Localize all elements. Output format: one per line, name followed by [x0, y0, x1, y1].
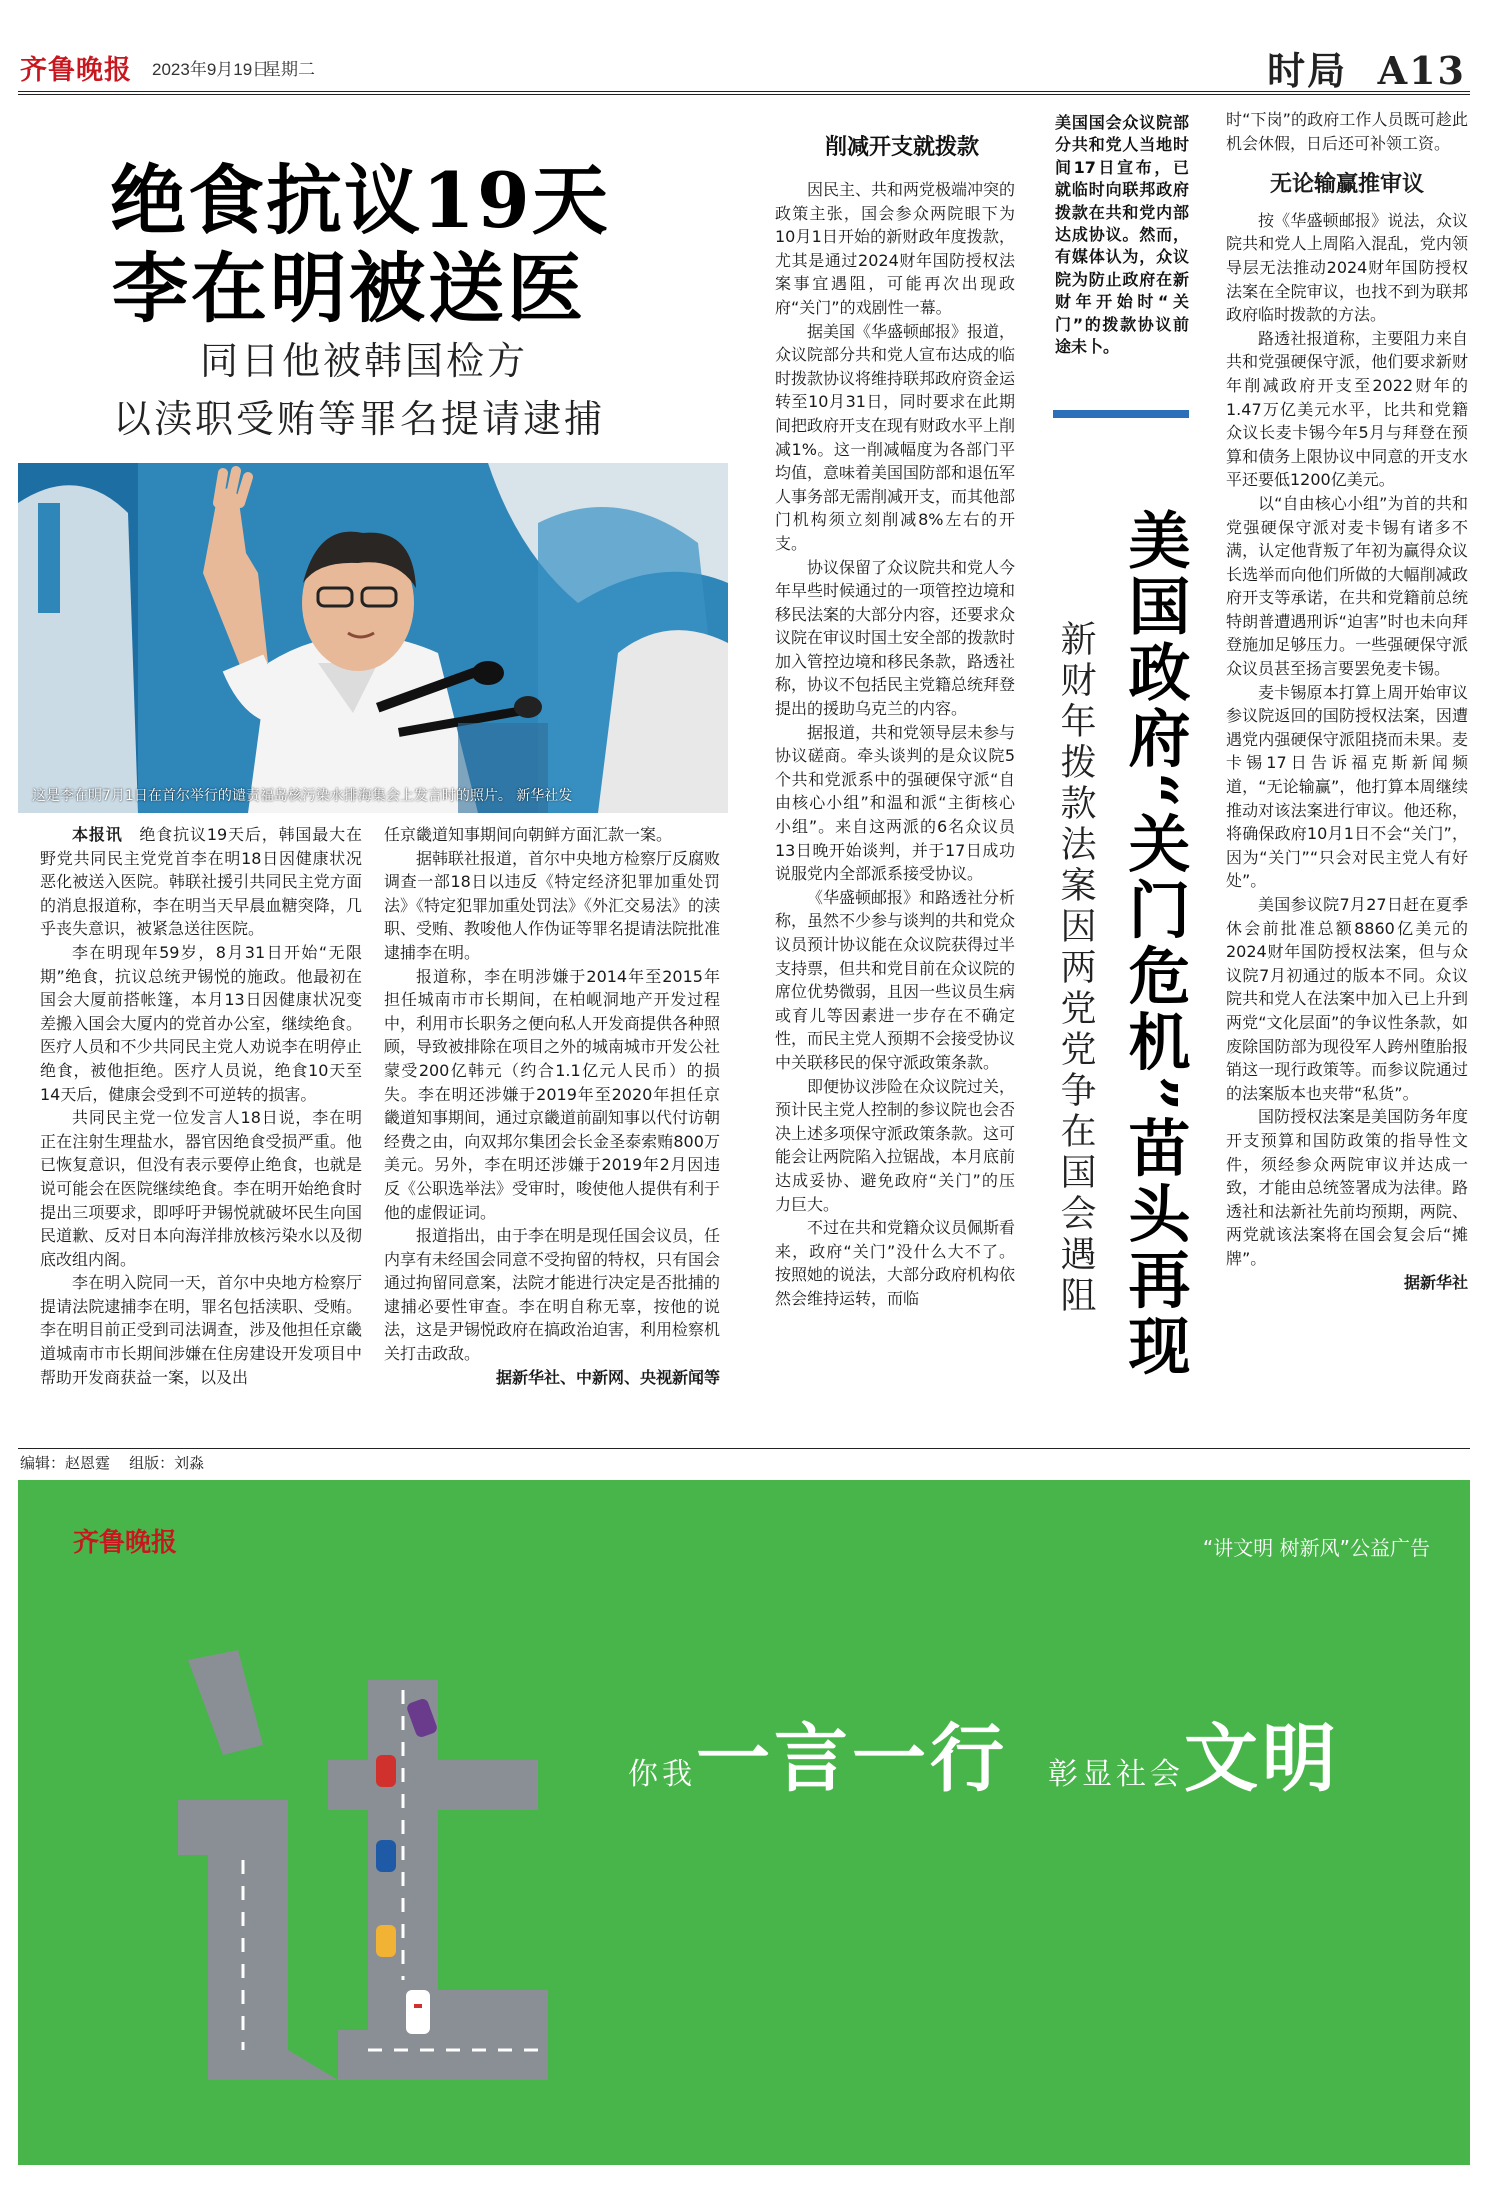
public-service-ad [18, 1480, 1470, 2165]
footer-rule [18, 1448, 1470, 1449]
paragraph: 美国参议院7月27日赶在夏季休会前批准总额8860亿美元的2024财年国防授权法案，但与众议院7月初通过的版本不同。众议院共和党人在法案中加入已上升到两党“文化层面”的争议性条款，如废除国防部为现役军人跨州堕胎报销这一现行政策等。而参议院通过的法案版本也夹带“私货”。 [1226, 895, 1468, 1103]
paragraph: 按《华盛顿邮报》说法，众议院共和党人上周陷入混乱，党内领导层无法推动2024财年国防授权法案在全院审议，也找不到为联邦政府临时拨款的方法。 [1226, 210, 1468, 325]
ad-headline [628, 1700, 1340, 1806]
paragraph: 路透社报道称，主要阻力来自共和党强硬保守派，他们要求新财年削减政府开支至2022财年的1.47万亿美元水平，比共和党籍众议长麦卡锡今年5月与拜登在预算和债务上限协议中同意的开支水平还要低1200亿美元。 [1226, 328, 1468, 490]
source-credit: 据新华社 [1403, 1272, 1468, 1292]
paragraph: 据美国《华盛顿邮报》报道，众议院部分共和党人宣布达成的临时拨款协议将维持联邦政府资金运转至10月31日，同时要求在此期间把政府开支在现有财政水平上削减1%。这一削减幅度为各部门平均值，意味着美国国防部和退伍军人事务部无需削减开支，而其他部门机构须立刻削减8%左右的开支。 [775, 321, 1016, 553]
photo-caption: 这是李在明7月1日在首尔举行的谴责福岛核污染水排海集会上发言时的照片。 新华社发 [32, 788, 573, 804]
ad-line-big-2: 文明 [1184, 1716, 1340, 1802]
header-rule [18, 91, 1470, 92]
paragraph: 即便协议涉险在众议院过关，预计民主党人控制的参议院也会否决上述多项保守派政策条款。这可能会让两院陷入拉锯战，本月底前达成妥协、避免政府“关门”的压力巨大。 [775, 1076, 1016, 1214]
story-summary: 美国国会众议院部分共和党人当地时间17日宣布，已就临时向联邦政府拨款在共和党内部达成协议。然而，有媒体认为，众议院为防止政府在新财年开始时“关门”的拨款协议前途未卜。 [1055, 113, 1189, 357]
ad-line-small-1: 你我 [628, 1757, 696, 1792]
ad-logo: 齐鲁晚报 [73, 1528, 178, 1558]
paragraph: 李在明入院同一天，首尔中央地方检察厅提请法院逮捕李在明，罪名包括渎职、受贿。李在明目前正受到司法调查，涉及他担任京畿道城南市市长期间涉嫌在住房建设开发项目中帮助开发商获益一案，以及出 [40, 1273, 362, 1387]
issue-weekday: 星期二 [264, 60, 315, 79]
paragraph-continued: 任京畿道知事期间向朝鲜方面汇款一案。 [384, 825, 673, 844]
lead-paragraph [40, 823, 362, 941]
source-credit: 据新华社、中新网、央视新闻等 [495, 1367, 720, 1387]
paragraph: 《华盛顿邮报》和路透社分析称，虽然不少参与谈判的共和党众议员预计协议能在众议院获得过半支持票，但共和党目前在众议院的席位优势微弱，且因一些议员生病或育儿等因素进一步存在不确定性，而民主党人预期不会接受协议中关联移民的保守派政策条款。 [775, 887, 1016, 1072]
main-subhead-line2: 以渎职受贿等罪名提请逮捕 [113, 397, 606, 441]
header-rule-2 [18, 94, 1470, 95]
main-story-column-1 [40, 823, 362, 1389]
news-photo [18, 463, 728, 813]
second-story-column-2 [1226, 108, 1468, 1294]
main-story-column-2 [384, 823, 720, 1389]
subhead-vote: 无论输赢推审议 [1269, 171, 1424, 198]
photo-illustration [18, 463, 728, 813]
second-story-column-1 [775, 178, 1015, 1311]
paragraph-text: 绝食抗议19天后，韩国最大在野党共同民主党党首李在明18日因健康状况恶化被送入医院。韩联社援引共同民主党方面的消息报道称，李在明当天早晨血糖突降，几乎丧失意识，被紧急送往医院。 [40, 825, 362, 939]
paragraph: 共同民主党一位发言人18日说，李在明正在注射生理盐水，器官因绝食受损严重。他已恢复意识，但没有表示要停止绝食，也就是说可能会在医院继续绝食。李在明开始绝食时提出三项要求，即呼吁尹锡悦就破坏民生向国民道歉、反对日本向海洋排放核污染水以及彻底改组内阁。 [40, 1108, 362, 1269]
second-story-subheadline: 新财年拨款法案因两党党争在国会遇阻 [1055, 620, 1096, 1317]
paragraph: 因民主、共和两党极端冲突的政策主张，国会参众两院眼下为10月1日开始的新财政年度拨款，尤其是通过2024财年国防授权法案事宜遇阻，可能再次出现政府“关门”的戏剧性一幕。 [775, 180, 1016, 317]
summary-accent-bar [1053, 410, 1189, 418]
lead-label: 本报讯 [72, 825, 123, 844]
rang-character-road-illustration [168, 1650, 548, 2080]
paragraph-continued: 时“下岗”的政府工作人员既可趁此机会休假，日后还可补领工资。 [1226, 110, 1468, 153]
editor-credit: 编辑：赵恩霆 组版：刘淼 [20, 1454, 205, 1472]
paragraph: 麦卡锡原本打算上周开始审议参议院返回的国防授权法案，因遭遇党内强硬保守派阻挠而未果。麦卡锡17日告诉福克斯新闻频道，“无论输赢”，他打算本周继续推动对该法案进行审议。他还称，将确保政府10月1日不会“关门”，因为“关门”“只会对民主党人有好处”。 [1226, 682, 1468, 891]
masthead-logo: 齐鲁晚报 [20, 55, 132, 86]
paragraph: 报道称，李在明涉嫌于2014年至2015年担任城南市市长期间，在柏岘洞地产开发过程中，利用市长职务之便向私人开发商提供各种照顾，导致被排除在项目之外的城南城市开发公社蒙受200亿韩元（约合1.1亿元人民币）的损失。李在明还涉嫌于2019年至2020年担任京畿道知事期间，通过京畿道前副知事以代付访朝经费之由，向双邦尔集团会长金圣泰索贿800万美元。另外，李在明还涉嫌于2019年2月因违反《公职选举法》受审时，唆使他人提供有利于他的虚假证词。 [384, 966, 721, 1222]
paragraph: 协议保留了众议院共和党人今年早些时候通过的一项管控边境和移民法案的大部分内容，还要求众议院在审议时国土安全部的拨款时加入管控边境和移民条款，路透社称，协议不包括民主党籍总统拜登提出的援助乌克兰的内容。 [775, 557, 1016, 719]
paragraph: 据韩联社报道，首尔中央地方检察厅反腐败调查一部18日以违反《特定经济犯罪加重处罚法》《特定犯罪加重处罚法》《外汇交易法》的渎职、受贿、教唆他人作伪证等罪名提请法院批准逮捕李在明。 [384, 848, 721, 962]
paragraph: 据报道，共和党领导层未参与协议磋商。牵头谈判的是众议院5个共和党派系中的强硬保守派“自由核心小组”和温和派“主街核心小组”。来自这两派的6名众议员13日晚开始谈判，并于17日成功说服党内全部派系接受协议。 [775, 722, 1016, 884]
paragraph: 以“自由核心小组”为首的共和党强硬保守派对麦卡锡有诸多不满，认定他背叛了年初为赢得众议长选举而向他们所做的大幅削减政府开支等承诺，在共和党籍前总统特朗普遭遇刑诉“迫害”时也未向拜登施加足够压力。一些强硬保守派众议员甚至扬言要罢免麦卡锡。 [1226, 493, 1468, 679]
paragraph: 报道指出，由于李在明是现任国会议员，任内享有未经国会同意不受拘留的特权，只有国会通过拘留同意案，法院才能进行决定是否批捕的逮捕必要性审查。李在明自称无辜，按他的说法，这是尹锡悦政府在搞政治迫害，利用检察机关打击政敌。 [384, 1226, 721, 1364]
main-headline-line1: 绝食抗议19天 [110, 156, 610, 245]
paragraph: 李在明现年59岁，8月31日开始“无限期”绝食，抗议总统尹锡悦的施政。他最初在国会大厦前搭帐篷，本月13日因健康状况变差搬入国会大厦内的党首办公室，继续绝食。医疗人员和不少共同民主党人劝说李在明停止绝食，被他拒绝。医疗人员说，绝食10天至14天后，健康会受到不可逆转的损害。 [40, 942, 362, 1104]
paragraph: 国防授权法案是美国防务年度开支预算和国防政策的指导性文件，须经参众两院审议并达成一致，才能由总统签署成为法律。路透社和法新社先前均预期，两院、两党就该法案将在国会复会后“摊牌”。 [1226, 1107, 1468, 1268]
second-story-headline: 美国政府“关门危机”苗头再现 [1118, 508, 1191, 1380]
main-subhead-line1: 同日他被韩国检方 [200, 339, 529, 383]
subhead-cuts: 削减开支就拨款 [824, 134, 979, 160]
ad-line-big-1: 一言一行 [696, 1716, 1008, 1802]
section-page-label: 时局 A13 [1267, 48, 1466, 93]
ad-line-small-2: 彰显社会 [1048, 1757, 1184, 1792]
paragraph: 不过在共和党籍众议员佩斯看来，政府“关门”没什么大不了。按照她的说法，大部分政府机构依然会维持运转，而临 [775, 1218, 1016, 1308]
issue-date: 2023年9月19日 [152, 60, 270, 79]
main-headline-line2: 李在明被送医 [112, 244, 586, 333]
ad-slogan: “讲文明 树新风”公益广告 [1202, 1536, 1430, 1560]
